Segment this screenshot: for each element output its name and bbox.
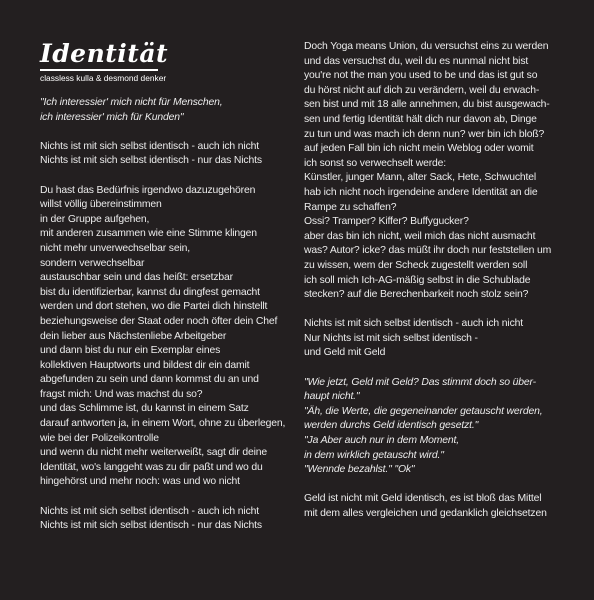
text-line: Geld ist nicht mit Geld identisch, es ist bloß das Mittel	[304, 493, 542, 505]
text-line: Nichts ist mit sich selbst identisch - nur das Nichts	[40, 520, 262, 532]
author-credit: classless kulla & desmond denker	[40, 73, 167, 83]
paragraph-gap	[304, 303, 572, 318]
quote-line: in dem wirklich getauscht wird."	[304, 449, 444, 461]
text-line: hingehörst und mehr noch: was und wo nicht	[40, 476, 240, 488]
text-line: sen bist und mit 18 alle annehmen, du bist ausgewach-	[304, 99, 550, 111]
text-line: Nichts ist mit sich selbst identisch - auch ich nicht	[40, 505, 259, 517]
text-line: abgefunden zu sein und dann kommst du an und	[40, 374, 259, 386]
text-line: werden und dort stehen, wo die Partei dich hinstellt	[40, 301, 268, 313]
text-line: bist du identifizierbar, kannst du dingfest gemacht	[40, 286, 260, 298]
text-line: mit anderen zusammen wie eine Stimme klingen	[40, 228, 257, 240]
paragraph-gap	[40, 490, 292, 505]
quote-line: werden durchs Geld identisch gesetzt."	[304, 420, 479, 432]
text-line: wie bei der Polizeikontrolle	[40, 432, 159, 444]
text-line: Nichts ist mit sich selbst identisch - auch ich nicht	[40, 140, 259, 152]
text-line: Künstler, junger Mann, alter Sack, Hete, Schwuchtel	[304, 172, 537, 184]
text-line: in der Gruppe aufgehen,	[40, 213, 150, 225]
text-line: was? Autor? icke? das müßt ihr doch nur feststellen um	[304, 245, 552, 257]
text-line: ich sonst so verwechselt werde:	[304, 157, 447, 169]
page-title: Identität	[40, 39, 169, 68]
left-text-block	[40, 96, 292, 534]
paragraph-gap	[304, 478, 572, 493]
text-line: austauschbar sein und das heißt: ersetzbar	[40, 272, 233, 284]
text-line: auf jeden Fall bin ich nicht mein Weblog oder womit	[304, 143, 534, 155]
text-line: nicht mehr unverwechselbar sein,	[40, 242, 190, 254]
text-line: zu wissen, wem der Scheck zugestellt werden soll	[304, 259, 528, 271]
header	[40, 40, 292, 84]
text-line: Nichts ist mit sich selbst identisch - nur das Nichts	[40, 155, 262, 167]
text-line: mit dem alles vergleichen und gedanklich gleichsetzen	[304, 508, 547, 519]
text-line: ich soll mich Ich-AG-mäßig selbst in die Schublade	[304, 274, 531, 286]
text-line: du hörst nicht auf dich zu verändern, weil du erwach-	[304, 84, 540, 96]
text-line: Identität, wo's langgeht was zu dir paßt und wo du	[40, 461, 263, 473]
text-line: und dann bist du nur ein Exemplar eines	[40, 345, 221, 357]
quote-line: ich interessier' mich für Kunden"	[40, 111, 184, 123]
quote-line: "Wennde bezahlst." "Ok"	[304, 464, 415, 476]
quote-line: "Wie jetzt, Geld mit Geld? Das stimmt doch so über-	[304, 376, 536, 388]
right-text-block	[304, 40, 572, 522]
text-line: Nur Nichts ist mit sich selbst identisch -	[304, 332, 478, 344]
title-underline	[40, 69, 158, 71]
paragraph-gap	[40, 125, 292, 140]
text-line: kollektiven Hauptworts und bildest dir ein damit	[40, 359, 250, 371]
text-line: fragst mich: Und was machst du so?	[40, 388, 203, 400]
quote-line: haupt nicht."	[304, 391, 360, 403]
text-line: und das versuchst du, weil du es nunmal nicht bist	[304, 55, 529, 67]
quote-line: "Ich interessier' mich nicht für Menschen,	[40, 97, 223, 108]
left-column	[40, 40, 292, 534]
text-line: sen und fertig Identität hält dich nur davon ab, Dinge	[304, 113, 537, 125]
text-line: darauf antworten ja, in einem Wort, ohne zu überlegen,	[40, 418, 286, 430]
paragraph-gap	[304, 361, 572, 376]
text-line: aber das bin ich nicht, weil mich das nicht ausmacht	[304, 230, 536, 242]
text-line: Doch Yoga means Union, du versuchst eins zu werden	[304, 41, 549, 52]
text-line: Rampe zu schaffen?	[304, 201, 397, 213]
right-column	[304, 40, 572, 522]
text-line: beziehungsweise der Staat oder noch öfter dein Chef	[40, 315, 278, 327]
text-line: zu tun und was mach ich denn nun? wer bin ich bloß?	[304, 128, 545, 140]
quote-line: "Äh, die Werte, die gegeneinander getauscht werden,	[304, 405, 543, 417]
paragraph-gap	[40, 169, 292, 184]
text-line: Du hast das Bedürfnis irgendwo dazuzugehören	[40, 184, 256, 196]
text-line: Ossi? Tramper? Kiffer? Buffygucker?	[304, 216, 469, 228]
text-line: und das Schlimme ist, du kannst in einem Satz	[40, 403, 249, 415]
text-line: hab ich nicht noch irgendeine andere Identität an die	[304, 186, 538, 198]
text-line: und Geld mit Geld	[304, 347, 386, 359]
text-line: Nichts ist mit sich selbst identisch - auch ich nicht	[304, 318, 523, 330]
text-line: you're not the man you used to be und das ist gut so	[304, 70, 538, 82]
text-line: und wenn du nicht mehr weiterweißt, sagt dir deine	[40, 447, 267, 459]
quote-line: "Ja Aber auch nur in dem Moment,	[304, 435, 460, 447]
text-line: willst völlig übereinstimmen	[40, 199, 162, 211]
text-line: sondern verwechselbar	[40, 257, 145, 269]
text-line: dein lieber aus Nächstenliebe Arbeitgeber	[40, 330, 227, 342]
text-line: stecken? auf die Berechenbarkeit noch stolz sein?	[304, 289, 529, 301]
